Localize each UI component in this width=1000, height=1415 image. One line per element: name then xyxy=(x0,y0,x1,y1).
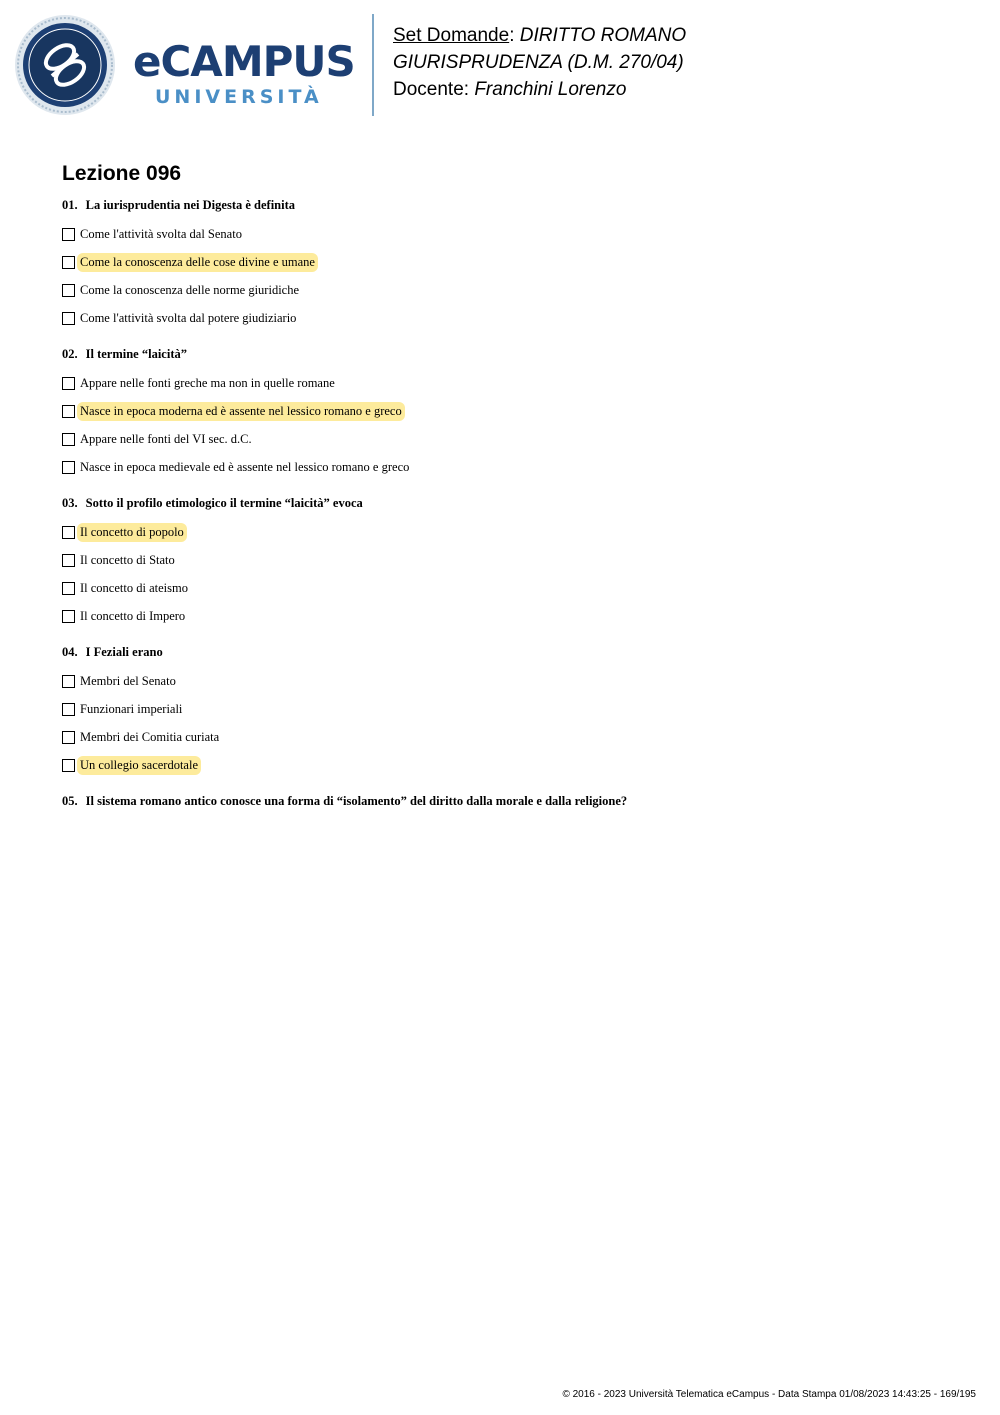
answer-option[interactable] xyxy=(62,546,942,574)
question-label: Sotto il profilo etimologico il termine “laicità” evoca xyxy=(85,496,363,510)
answer-label: Appare nelle fonti del VI sec. d.C. xyxy=(80,431,252,446)
answer-option[interactable] xyxy=(62,751,942,779)
question-label: I Feziali erano xyxy=(85,645,163,659)
answer-option[interactable] xyxy=(62,248,942,276)
teacher-label: Docente: xyxy=(393,79,470,100)
answer-option[interactable] xyxy=(62,453,942,481)
header-divider xyxy=(372,14,374,116)
question-number: 02. xyxy=(62,347,78,361)
answer-checkbox[interactable] xyxy=(62,284,75,297)
answer-checkbox[interactable] xyxy=(62,526,75,539)
answer-checkbox[interactable] xyxy=(62,256,75,269)
answer-label-highlighted: Il concetto di popolo xyxy=(77,523,187,542)
question-number: 05. xyxy=(62,794,78,808)
set-title-line2: GIURISPRUDENZA (D.M. 270/04) xyxy=(393,52,684,73)
answer-option[interactable] xyxy=(62,276,942,304)
answer-checkbox[interactable] xyxy=(62,675,75,688)
question-1 xyxy=(62,195,942,332)
question-number: 03. xyxy=(62,496,78,510)
answer-label: Nasce in epoca medievale ed è assente nel lessico romano e greco xyxy=(80,459,410,474)
set-label: Set Domande xyxy=(393,25,510,46)
answer-label: Il concetto di Stato xyxy=(80,552,175,567)
answer-checkbox[interactable] xyxy=(62,554,75,567)
question-text xyxy=(62,493,942,513)
answer-label: Come la conoscenza delle norme giuridiche xyxy=(80,282,300,297)
question-number: 04. xyxy=(62,645,78,659)
answer-label: Il concetto di Impero xyxy=(80,608,186,623)
question-text xyxy=(62,344,942,364)
answer-option[interactable] xyxy=(62,304,942,332)
answer-label: Appare nelle fonti greche ma non in quelle romane xyxy=(80,375,335,390)
question-label: Il sistema romano antico conosce una forma di “isolamento” del diritto dalla morale e dalla religione? xyxy=(85,794,628,808)
answer-label: Membri del Senato xyxy=(80,673,176,688)
lesson-title: Lezione 096 xyxy=(62,162,182,185)
answer-checkbox[interactable] xyxy=(62,703,75,716)
question-text xyxy=(62,195,942,215)
answer-checkbox[interactable] xyxy=(62,731,75,744)
answer-label: Membri dei Comitia curiata xyxy=(80,729,220,744)
answer-checkbox[interactable] xyxy=(62,759,75,772)
brand-subtitle: UNIVERSITÀ xyxy=(155,86,323,108)
answer-checkbox[interactable] xyxy=(62,582,75,595)
university-seal-logo xyxy=(14,14,116,116)
answer-label: Come l'attività svolta dal potere giudiziario xyxy=(80,310,297,325)
answer-label-highlighted: Un collegio sacerdotale xyxy=(77,756,201,775)
page-header xyxy=(0,0,1000,130)
question-5 xyxy=(62,791,942,811)
answer-checkbox[interactable] xyxy=(62,610,75,623)
answer-label-highlighted: Nasce in epoca moderna ed è assente nel lessico romano e greco xyxy=(77,402,405,421)
question-text xyxy=(62,642,942,662)
answer-option[interactable] xyxy=(62,723,942,751)
answer-option[interactable] xyxy=(62,518,942,546)
question-label: Il termine “laicità” xyxy=(85,347,187,361)
answer-option[interactable] xyxy=(62,425,942,453)
set-title-line1: DIRITTO ROMANO xyxy=(519,25,687,46)
answer-option[interactable] xyxy=(62,602,942,630)
answer-checkbox[interactable] xyxy=(62,405,75,418)
page-footer: © 2016 - 2023 Università Telematica eCampus - Data Stampa 01/08/2023 14:43:25 - 169/195 xyxy=(562,1389,976,1400)
question-2 xyxy=(62,344,942,481)
answer-checkbox[interactable] xyxy=(62,228,75,241)
answer-label: Funzionari imperiali xyxy=(80,701,183,716)
answer-option[interactable] xyxy=(62,574,942,602)
question-number: 01. xyxy=(62,198,78,212)
answer-checkbox[interactable] xyxy=(62,461,75,474)
answer-label: Come l'attività svolta dal Senato xyxy=(80,226,242,241)
answer-option[interactable] xyxy=(62,667,942,695)
brand-name: eCAMPUS xyxy=(133,37,355,86)
answer-checkbox[interactable] xyxy=(62,433,75,446)
set-info: Set Domande: DIRITTO ROMANO GIURISPRUDENZA (D.M. 270/04) Docente: Franchini Lorenzo xyxy=(393,25,687,100)
question-text xyxy=(62,791,942,811)
question-list xyxy=(62,195,942,823)
answer-label-highlighted: Come la conoscenza delle cose divine e umane xyxy=(77,253,318,272)
question-3 xyxy=(62,493,942,630)
answer-option[interactable] xyxy=(62,369,942,397)
answer-checkbox[interactable] xyxy=(62,312,75,325)
answer-option[interactable] xyxy=(62,220,942,248)
teacher-name: Franchini Lorenzo xyxy=(474,79,627,100)
question-4 xyxy=(62,642,942,779)
ecampus-wordmark xyxy=(133,37,355,108)
answer-option[interactable] xyxy=(62,397,942,425)
answer-label: Il concetto di ateismo xyxy=(80,580,188,595)
answer-option[interactable] xyxy=(62,695,942,723)
question-label: La iurisprudentia nei Digesta è definita xyxy=(85,198,296,212)
answer-checkbox[interactable] xyxy=(62,377,75,390)
